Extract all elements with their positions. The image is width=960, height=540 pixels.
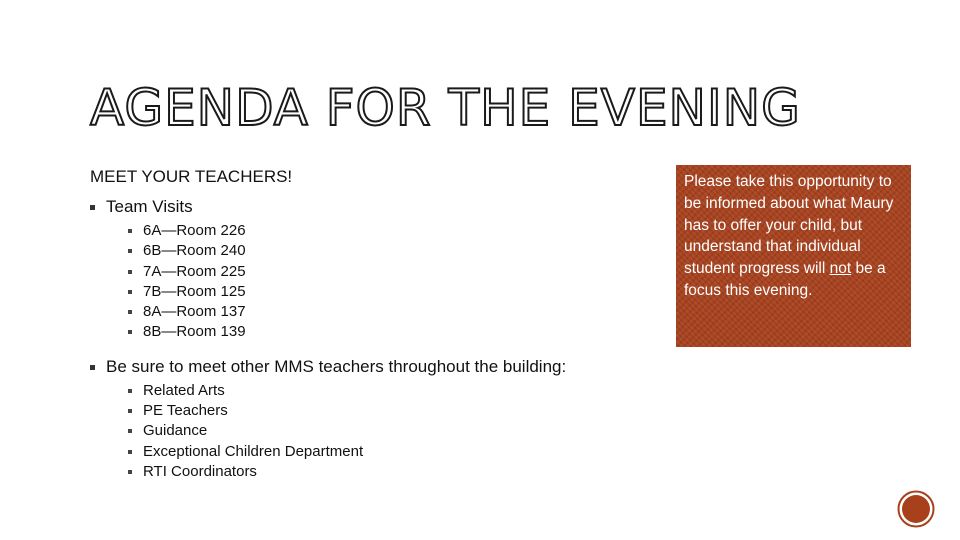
section-label: Be sure to meet other MMS teachers throughout the building: xyxy=(106,356,567,376)
team-visits-list xyxy=(128,221,650,343)
other-teachers-list xyxy=(128,381,650,482)
list-item: 8B—Room 139 xyxy=(128,322,650,342)
list-item: Guidance xyxy=(128,421,650,441)
list-item: Exceptional Children Department xyxy=(128,442,650,462)
section-other-teachers xyxy=(90,355,650,482)
list-item: 6B—Room 240 xyxy=(128,241,650,261)
slide-badge-icon xyxy=(897,490,935,528)
list-item: 6A—Room 226 xyxy=(128,221,650,241)
agenda-list xyxy=(90,195,650,482)
callout-text-end: be a focus this evening. xyxy=(684,260,886,299)
section-label: Team Visits xyxy=(106,197,193,216)
badge-inner-disc xyxy=(902,495,930,523)
intro-heading: MEET YOUR TEACHERS! xyxy=(90,167,293,186)
list-item: Related Arts xyxy=(128,381,650,401)
callout-text-start: Please take this opportunity to be informed about what Maury has to offer your child, but understand that individual student progress will xyxy=(684,173,894,278)
list-item: RTI Coordinators xyxy=(128,462,650,482)
slide-title: AGENDA FOR THE EVENING xyxy=(90,79,801,137)
list-item: 8A—Room 137 xyxy=(128,302,650,322)
callout-emphasis: not xyxy=(829,260,852,278)
callout-box xyxy=(676,165,911,347)
agenda-content xyxy=(90,165,650,494)
list-item: 7A—Room 225 xyxy=(128,262,650,282)
list-item: 7B—Room 125 xyxy=(128,282,650,302)
section-team-visits xyxy=(90,195,650,343)
list-item: PE Teachers xyxy=(128,401,650,421)
